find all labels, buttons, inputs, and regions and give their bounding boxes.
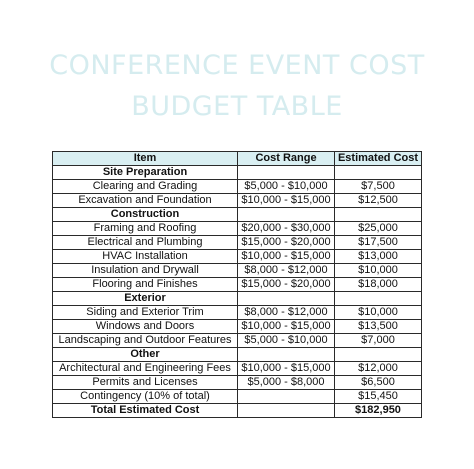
cost-range-cell: [238, 404, 335, 418]
estimated-cost-cell: $13,500: [335, 320, 422, 334]
estimated-cost-cell: $12,000: [335, 362, 422, 376]
table-row: [53, 222, 422, 236]
item-cell: Other: [53, 348, 238, 362]
cost-range-cell: $5,000 - $8,000: [238, 376, 335, 390]
estimated-cost-cell: [335, 166, 422, 180]
table-row: [53, 306, 422, 320]
estimated-cost-cell: $18,000: [335, 278, 422, 292]
table-row: [53, 250, 422, 264]
estimated-cost-cell: $7,500: [335, 180, 422, 194]
table-row: [53, 264, 422, 278]
estimated-cost-cell: [335, 208, 422, 222]
item-cell: Construction: [53, 208, 238, 222]
item-cell: Insulation and Drywall: [53, 264, 238, 278]
section-row-exterior: [53, 292, 422, 306]
total-label-cell: Total Estimated Cost: [53, 404, 238, 418]
table-row: [53, 194, 422, 208]
table-row: [53, 180, 422, 194]
item-cell: Permits and Licenses: [53, 376, 238, 390]
section-row-construction: [53, 208, 422, 222]
table-row: [53, 236, 422, 250]
cost-range-cell: [238, 166, 335, 180]
cost-range-cell: $15,000 - $20,000: [238, 278, 335, 292]
item-cell: Excavation and Foundation: [53, 194, 238, 208]
estimated-cost-cell: $7,000: [335, 334, 422, 348]
estimated-cost-cell: $10,000: [335, 306, 422, 320]
cost-range-cell: [238, 292, 335, 306]
table-row: [53, 278, 422, 292]
item-cell: Clearing and Grading: [53, 180, 238, 194]
cost-range-cell: $8,000 - $12,000: [238, 264, 335, 278]
total-value-cell: $182,950: [335, 404, 422, 418]
item-cell: Exterior: [53, 292, 238, 306]
section-row-other: [53, 348, 422, 362]
estimated-cost-cell: [335, 348, 422, 362]
cost-range-cell: $5,000 - $10,000: [238, 180, 335, 194]
estimated-cost-cell: $15,450: [335, 390, 422, 404]
cost-range-cell: $5,000 - $10,000: [238, 334, 335, 348]
document-title-line-2: BUDGET TABLE: [131, 91, 343, 122]
table-header-row: [53, 152, 422, 166]
estimated-cost-cell: $6,500: [335, 376, 422, 390]
header-item: Item: [53, 152, 238, 166]
estimated-cost-cell: [335, 292, 422, 306]
estimated-cost-cell: $12,500: [335, 194, 422, 208]
budget-table: [52, 151, 422, 418]
cost-range-cell: $20,000 - $30,000: [238, 222, 335, 236]
estimated-cost-cell: $17,500: [335, 236, 422, 250]
item-cell: Framing and Roofing: [53, 222, 238, 236]
item-cell: Site Preparation: [53, 166, 238, 180]
item-cell: Architectural and Engineering Fees: [53, 362, 238, 376]
cost-range-cell: $15,000 - $20,000: [238, 236, 335, 250]
document-title-line-1: CONFERENCE EVENT COST: [49, 50, 425, 81]
estimated-cost-cell: $10,000: [335, 264, 422, 278]
item-cell: Electrical and Plumbing: [53, 236, 238, 250]
table-row: [53, 362, 422, 376]
item-cell: Contingency (10% of total): [53, 390, 238, 404]
item-cell: Windows and Doors: [53, 320, 238, 334]
table-row: [53, 376, 422, 390]
item-cell: Landscaping and Outdoor Features: [53, 334, 238, 348]
cost-range-cell: $10,000 - $15,000: [238, 250, 335, 264]
estimated-cost-cell: $13,000: [335, 250, 422, 264]
cost-range-cell: $8,000 - $12,000: [238, 306, 335, 320]
cost-range-cell: $10,000 - $15,000: [238, 320, 335, 334]
cost-range-cell: [238, 390, 335, 404]
table-row: [53, 390, 422, 404]
cost-range-cell: [238, 348, 335, 362]
cost-range-cell: $10,000 - $15,000: [238, 194, 335, 208]
item-cell: Flooring and Finishes: [53, 278, 238, 292]
table-row: [53, 320, 422, 334]
header-cost-range: Cost Range: [238, 152, 335, 166]
item-cell: Siding and Exterior Trim: [53, 306, 238, 320]
header-estimated-cost: Estimated Cost: [335, 152, 422, 166]
cost-range-cell: $10,000 - $15,000: [238, 362, 335, 376]
estimated-cost-cell: $25,000: [335, 222, 422, 236]
total-row: [53, 404, 422, 418]
cost-range-cell: [238, 208, 335, 222]
table-body: [53, 166, 422, 418]
table-row: [53, 334, 422, 348]
section-row-site-preparation: [53, 166, 422, 180]
item-cell: HVAC Installation: [53, 250, 238, 264]
